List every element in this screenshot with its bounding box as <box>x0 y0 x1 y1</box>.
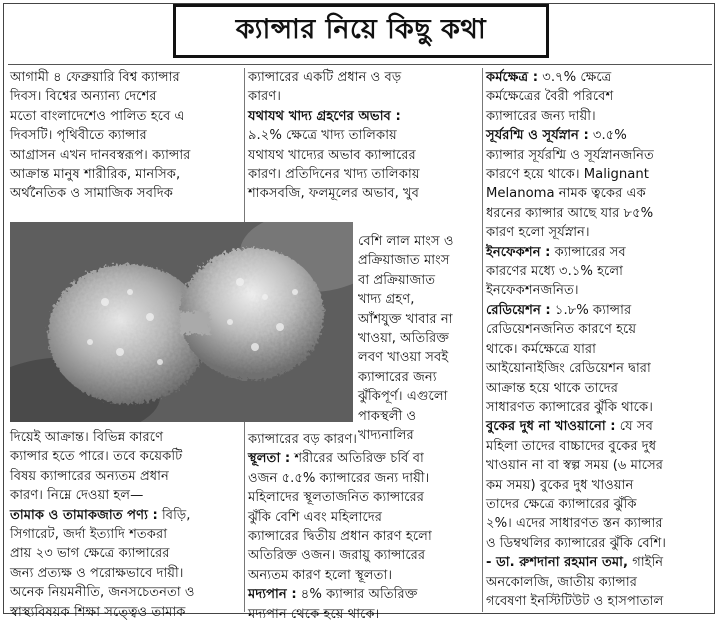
obesity-first: শরীরের অতিরিক্ত চর্বি বা <box>290 451 424 467</box>
text-line: কম সময়) বুকের দুধ খাওয়ান <box>486 477 634 493</box>
text-line: ওজন ৫.৫% ক্যান্সারের জন্য দায়ী। <box>248 470 430 486</box>
text-line: ঝুঁকি বেশি এবং মহিলাদের <box>248 509 383 525</box>
text-line: গবেষণা ইনস্টিটিউট ও হাসপাতাল <box>486 593 664 609</box>
text-line: প্রায় ২৩ ভাগ ক্ষেত্রে ক্যান্সারের <box>10 546 170 562</box>
text-line: ২%। এদের সাধারণত স্তন ক্যান্সার <box>486 516 663 532</box>
text-line: জন্য প্রত্যক্ষ ও পরোক্ষভাবে দায়ী। <box>10 565 184 581</box>
text-line: Melanoma নামক ত্বকের এক <box>486 186 646 202</box>
tobacco-heading: তামাক ও তামাকজাত পণ্য : <box>10 507 158 523</box>
breast-first: যে সব <box>615 419 653 435</box>
column-2-top <box>248 68 480 204</box>
text-line: অতিরিক্ত ওজন। জরায়ু ক্যান্সারের <box>248 548 426 564</box>
text-line: যথাযথ খাদ্যের অভাব ক্যান্সারের <box>248 147 416 163</box>
column-1-top <box>10 68 240 204</box>
author-name: - ডা. রুশদানা রহমান তমা, <box>486 555 628 571</box>
text-line: খাদ্য গ্রহণ, <box>358 292 415 308</box>
text-line: দিবসটি। পৃথিবীতে ক্যান্সার <box>10 128 147 144</box>
text-line: আগামী ৪ ফেব্রুয়ারি বিশ্ব ক্যান্সার <box>10 70 180 85</box>
text-line: কারণের মধ্যে ৩.১% হলো <box>486 264 623 280</box>
text-line: ও ডিম্বথলির ক্যান্সারের ঝুঁকি বেশি। <box>486 535 666 551</box>
text-line: মতো বাংলাদেশেও পালিত হবে এ <box>10 108 185 124</box>
text-line: মদ্যপান থেকে হয়ে থাকে। <box>248 606 380 622</box>
food-heading: যথাযথ খাদ্য গ্রহণের অভাব : <box>248 108 401 124</box>
text-line: দিবস। বিশ্বের অন্যান্য দেশের <box>10 89 157 105</box>
tobacco-first: বিড়ি, <box>157 507 191 523</box>
column-3 <box>486 68 714 611</box>
text-line: কারণ। নিম্নে দেওয়া হল— <box>10 488 144 504</box>
obesity-heading: স্থূলতা : <box>248 451 291 467</box>
text-line: খাওয়ান না বা স্বল্প সময় (৬ মাসের <box>486 458 664 474</box>
text-line: সিগারেট, জর্দা ইত্যাদি শতকরা <box>10 527 168 543</box>
text-line: ইনফেকশনজনিত। <box>486 283 579 299</box>
text-line: কারণ হলো সূর্যস্নান। <box>486 225 590 241</box>
work-heading: কর্মক্ষেত্র : <box>486 70 539 85</box>
text-line: তাদের ক্ষেত্রে ক্যান্সারের ঝুঁকি <box>486 496 637 512</box>
work-first: ৩.৭% ক্ষেত্রে <box>538 70 612 85</box>
author-first: গাইনি <box>628 555 664 571</box>
alcohol-heading: মদ্যপান : <box>248 587 297 603</box>
food-last-line: ক্যান্সারের বড় কারণ। <box>248 432 358 447</box>
column-2-bottom <box>248 430 480 624</box>
text-line: কারণ। <box>248 89 281 105</box>
text-line: খাদ্যনালির <box>358 428 414 444</box>
radiation-heading: রেডিয়েশন : <box>486 302 551 318</box>
column-rule-2 <box>482 68 483 612</box>
text-line: ক্যান্সারের একটি প্রধান ও বড় <box>248 70 402 85</box>
text-line: ক্যান্সারের দ্বিতীয় প্রধান কারণ হলো <box>248 529 432 545</box>
cancer-cell-photo <box>10 222 353 422</box>
breast-heading: বুকের দুধ না খাওয়ানো : <box>486 419 616 435</box>
text-line: মহিলা তাদের বাচ্চাদের বুকের দুধ <box>486 438 657 454</box>
column-1-bottom <box>10 428 242 622</box>
column-2-narrow <box>358 232 480 445</box>
text-line: লবণ খাওয়া সবই <box>358 350 449 366</box>
text-line: আক্রান্ত হয়ে থাকে তাদের <box>486 380 618 396</box>
sun-first: ৩.৫% <box>588 128 627 144</box>
text-line: আগ্রাসন এখন দানবস্বরূপ। ক্যান্সার <box>10 147 191 163</box>
headline-rule <box>8 64 712 65</box>
text-line: অনকোলজি, জাতীয় ক্যান্সার <box>486 574 638 590</box>
text-line: খাওয়া, অতিরিক্ত <box>358 331 450 347</box>
text-line: শাকসবজি, ফলমূলের অভাব, খুব <box>248 186 420 202</box>
text-line: দিয়েই আক্রান্ত। বিভিন্ন কারণে <box>10 430 164 445</box>
text-line: বিষয় ক্যান্সারের অন্যতম প্রধান <box>10 468 169 484</box>
infection-first: ক্যান্সারের সব <box>550 244 626 260</box>
text-line: বা প্রক্রিয়াজাত <box>358 272 436 288</box>
text-line: ক্যান্সার হতে পারে। তবে কয়েকটি <box>10 449 183 465</box>
headline: ক্যান্সার নিয়ে কিছু কথা <box>235 13 487 45</box>
radiation-first: ১.৮% ক্যান্সার <box>550 302 632 318</box>
text-line: অন্যতম কারণ হলো স্থূলতা। <box>248 567 393 583</box>
text-line: রেডিয়েশনজনিত কারণে হয়ে <box>486 322 637 338</box>
text-line: মহিলাদের স্থূলতাজনিত ক্যান্সারের <box>248 490 425 506</box>
text-line: পাকস্থলী ও <box>358 408 417 424</box>
text-line: কর্মক্ষেত্রের বৈরী পরিবেশ <box>486 89 614 105</box>
text-line: ধরনের ক্যান্সার আছে যার ৮৫% <box>486 205 654 221</box>
infection-heading: ইনফেকশন : <box>486 244 551 260</box>
alcohol-first: ৪% ক্যান্সার অতিরিক্ত <box>296 587 418 603</box>
text-line: ঝুঁকিপূর্ণ। এগুলো <box>358 389 448 405</box>
text-line: সাধারণত ক্যান্সারের ঝুঁকি থাকে। <box>486 399 653 415</box>
text-line: অনেক নিয়মনীতি, জনসচেতনতা ও <box>10 585 195 601</box>
text-line: ক্যান্সার সূর্যরশ্মি ও সূর্যস্নানজনিত <box>486 147 654 163</box>
text-line: স্বাস্থ্যবিষয়ক শিক্ষা সত্ত্বেও তামাক <box>10 604 186 620</box>
text-line: আক্রান্ত মানুষ শারীরিক, মানসিক, <box>10 167 181 183</box>
text-line: বেশি লাল মাংস ও <box>358 234 454 249</box>
text-line: আঁশযুক্ত খাবার না <box>358 311 453 327</box>
sun-heading: সূর্যরশ্মি ও সূর্যস্নান : <box>486 128 589 144</box>
headline-box <box>173 4 549 58</box>
text-line: প্রক্রিয়াজাত মাংস <box>358 253 450 269</box>
text-line: কারণে হয়ে থাকে। Malignant <box>486 167 649 183</box>
text-line: থাকে। কর্মক্ষেত্রে যারা <box>486 341 597 357</box>
text-line: ক্যান্সারের জন্য <box>358 369 437 385</box>
text-line: ক্যান্সারের জন্য দায়ী। <box>486 108 596 124</box>
text-line: ৯.২% ক্ষেত্রে খাদ্য তালিকায় <box>248 128 397 144</box>
text-line: অর্থনৈতিক ও সামাজিক সবদিক <box>10 186 174 202</box>
text-line: আইয়োনাইজিং রেডিয়েশন দ্বারা <box>486 361 651 377</box>
text-line: কারণ। প্রতিদিনের খাদ্য তালিকায় <box>248 167 420 183</box>
cancer-cell-icon <box>10 222 353 422</box>
